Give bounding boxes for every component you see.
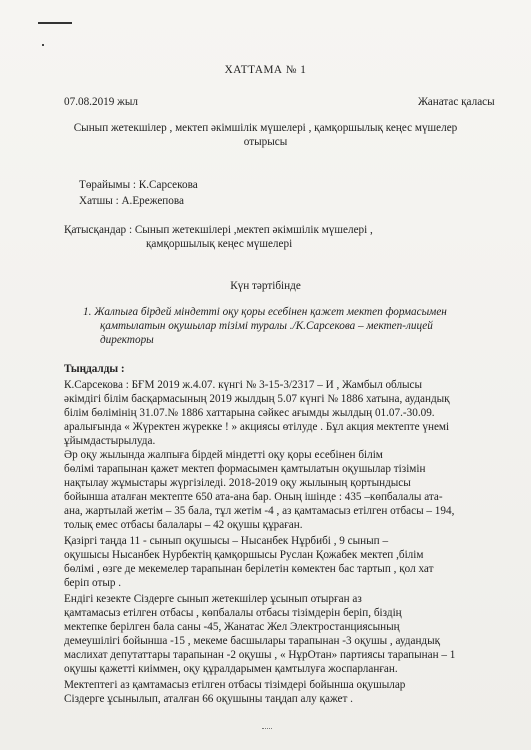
- body-line: нақтылау жұмыстары жүргізіледі. 2018-2019 оқу жылының қортындысы: [64, 477, 411, 489]
- body-line: демеушілігі бойынша -15 , мекеме басшылары тарапынан -3 оқушы , аудандық: [64, 635, 441, 647]
- participants-line: Қатысқандар : Сынып жетекшілері ,мектеп әкімшілік мүшелері ,: [64, 224, 373, 236]
- body-line: оқушы қажетті киіммен, оқу құралдарымен қамтылуға жоспарланған.: [64, 663, 398, 675]
- secretary: Хатшы : А.Ережепова: [79, 195, 184, 207]
- chairperson: Төрайымы : К.Сарсекова: [79, 179, 198, 191]
- body-line: маслихат депутаттары тарапынан -2 оқушы , « НұрОтан» партиясы тарапынан – 1: [64, 649, 456, 661]
- body-line: білім бөлімінің 31.07.№ 1886 хаттарына сәйкес ағымды жылдың 01.07.-30.09.: [64, 407, 435, 419]
- body-line: беріп отыр .: [64, 577, 122, 589]
- body-line: Мектептегі аз қамтамасыз етілген отбасы тізімдері бойынша оқушылар: [64, 679, 406, 691]
- document-city: Жанатас қаласы: [418, 96, 495, 108]
- body-line: К.Сарсекова : БҒМ 2019 ж.4.07. күнгі № 3-15-3/2317 – И , Жамбыл облысы: [64, 379, 423, 391]
- body-line: Ендігі кезекте Сіздерге сынып жетекшілер ұсынып отырған аз: [64, 593, 362, 605]
- meeting-subject-line: Сынып жетекшілер , мектеп әкімшілік мүшелері , қамқоршылық кеңес мүшелер: [73, 122, 458, 134]
- body-line: мектепке берілген бала саны -45, Жанатас Жел Электростанциясының: [64, 621, 400, 633]
- body-line: ұйымдастырылуда.: [64, 435, 156, 447]
- scan-mark: [38, 22, 72, 24]
- body-line: қамтамасыз етілген отбасы , көпбалалы отбасы тізімдерін беріп, біздің: [64, 607, 402, 619]
- document-title: ХАТТАМА № 1: [224, 64, 307, 76]
- body-line: Әр оқу жылында жалпыға бірдей міндетті оқу қоры есебінен білім: [64, 449, 383, 461]
- body-line: аралығында « Жүректен жүрекке ! » акциясы өтілуде . Бұл акция мектепте үнемі: [64, 421, 450, 433]
- agenda-item-line: қамтылатын оқушылар тізімі туралы ./К.Сарсекова – мектеп-лицей: [100, 320, 433, 332]
- body-line: толық емес отбасы балалары – 42 оқушы құраған.: [64, 519, 303, 531]
- body-line: бойынша аталған мектепте 650 ата-ана бар. Оның ішінде : 435 –көпбалалы ата-: [64, 491, 443, 503]
- meeting-subject-line: отырысы: [243, 136, 288, 148]
- page-scan-artifact: [262, 728, 272, 732]
- body-line: Сіздерге ұсынылып, аталған 66 оқушыны таңдап алу қажет .: [64, 693, 353, 705]
- body-line: Қазіргі таңда 11 - сынып оқушысы – Нысанбек Нұрбибі , 9 сынып –: [64, 535, 389, 547]
- participants-line: қамқоршылық кеңес мүшелері: [146, 238, 293, 250]
- body-line: бөлімі тарапынан қажет мектеп формасымен қамтылатын оқушылар тізімін: [64, 463, 426, 475]
- body-line: әкімдігі білім басқармасының 2019 жылдың 5.07 күнгі № 1886 хатына, аудандық: [64, 393, 450, 405]
- agenda-item-line: 1. Жалпыға бірдей міндетті оқу қоры есебінен қажет мектеп формасымен: [83, 306, 447, 318]
- agenda-item-line: директоры: [100, 334, 154, 346]
- agenda-heading: Күн тәртібінде: [230, 280, 301, 292]
- listened-heading: Тыңдалды :: [64, 363, 125, 375]
- scan-dot: [42, 44, 44, 46]
- body-line: оқушысы Нысанбек Нурбектің қамқоршысы Руслан Қожабек мектеп ,білім: [64, 549, 424, 561]
- document-date: 07.08.2019 жыл: [64, 96, 138, 108]
- body-line: ана, жартылай жетім – 35 бала, тұл жетім -4 , аз қамтамасыз етілген отбасы – 194,: [64, 505, 455, 517]
- body-line: бөлімі , өзге де мекемелер тарапынан берілетін көмектен бас тартып , қол хат: [64, 563, 434, 575]
